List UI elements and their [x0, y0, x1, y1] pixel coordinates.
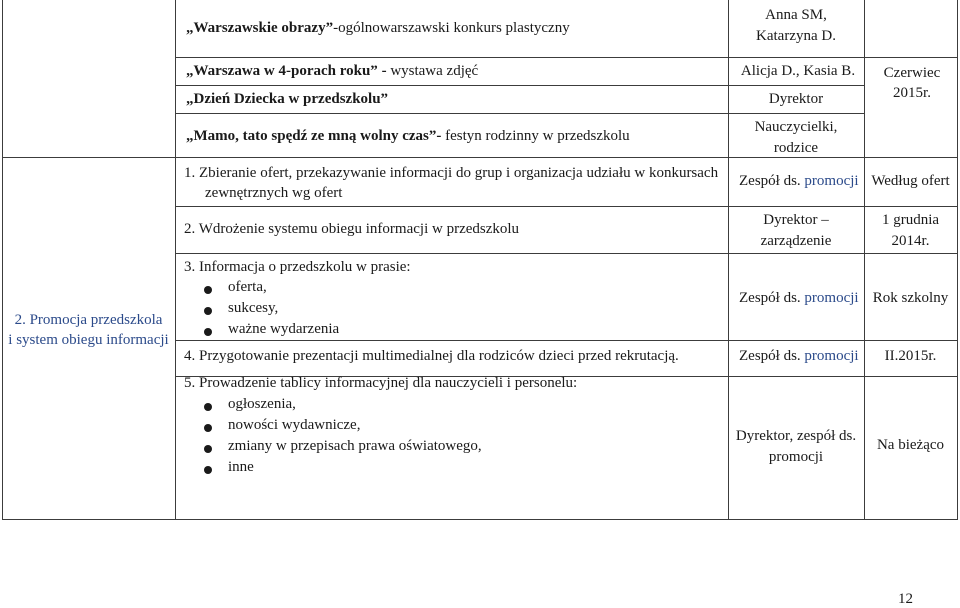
item-3-responsible	[739, 290, 859, 307]
responsible-line: Anna SM,	[765, 7, 827, 23]
responsible-r3: Dyrektor	[768, 91, 824, 107]
item-5-bullet: zmiany w przepisach prawa oświatowego,	[228, 438, 482, 454]
bullet-icon	[204, 328, 212, 336]
bullet-icon	[204, 403, 212, 411]
item-5-term: Na bieżąco	[876, 437, 945, 453]
item-1-text	[184, 163, 724, 203]
table-border-bottom	[2, 519, 958, 520]
term-line: Czerwiec	[883, 65, 941, 81]
item-5-text: 5. Prowadzenie tablicy informacyjnej dla nauczycieli i personelu:	[184, 375, 578, 391]
responsible-line: rodzice	[773, 140, 819, 156]
item-5-bullet: ogłoszenia,	[228, 396, 296, 412]
responsible-team: Zespół ds.	[739, 348, 801, 364]
item-2-term	[864, 210, 957, 252]
item-3-term: Rok szkolny	[872, 290, 949, 306]
task-title: „Warszawa w 4-porach roku”	[186, 63, 378, 79]
task-description: festyn rodzinny w przedszkolu	[445, 128, 630, 144]
responsible-line: Katarzyna D.	[756, 28, 836, 44]
responsible-r4	[728, 117, 864, 159]
item-1-term: Według ofert	[871, 173, 950, 189]
task-title: „Mamo, tato spędź ze mną wolny czas”	[186, 128, 437, 144]
task-festyn-rodzinny	[186, 128, 630, 145]
item-4-responsible	[739, 348, 859, 365]
bullet-icon	[204, 286, 212, 294]
term-line: 1 grudnia	[881, 212, 940, 228]
item-3-bullet: sukcesy,	[228, 300, 279, 316]
row-divider	[175, 85, 865, 86]
item-2-responsible	[728, 210, 864, 252]
item-4-text: 4. Przygotowanie prezentacji multimedialnej dla rodziców dzieci przed rekrutacją.	[184, 348, 679, 364]
responsible-line: promocji	[768, 449, 824, 465]
bullet-icon	[204, 445, 212, 453]
task-description: -ogólnowarszawski konkurs plastyczny	[333, 20, 570, 36]
responsible-line: Dyrektor –	[763, 212, 829, 228]
item-line: zewnętrznych wg ofert	[205, 185, 343, 201]
item-4-term: II.2015r.	[884, 348, 937, 364]
table-border-left	[2, 0, 3, 520]
task-warszawa-4-pory-roku	[186, 63, 478, 80]
responsible-r1	[736, 5, 856, 47]
term-line: 2015r.	[893, 85, 931, 101]
term-czerwiec	[868, 63, 956, 103]
section-label	[2, 310, 175, 350]
item-line: 1. Zbieranie ofert, przekazywanie informacji do grup i organizacja udziału w konkursach	[184, 165, 719, 181]
bullet-icon	[204, 307, 212, 315]
section-label-line: 2. Promocja przedszkola	[14, 312, 163, 328]
item-5-bullet: nowości wydawnicze,	[228, 417, 361, 433]
item-3-text: 3. Informacja o przedszkolu w prasie:	[184, 259, 411, 275]
item-5-bullet: inne	[228, 459, 254, 475]
item-3-bullet: ważne wydarzenia	[228, 321, 340, 337]
table-border-right	[957, 0, 958, 520]
bullet-icon	[204, 466, 212, 474]
task-description: wystawa zdjęć	[390, 63, 479, 79]
term-line: 2014r.	[891, 233, 930, 249]
section-label-line: i system obiegu informacji	[8, 332, 169, 348]
task-warszawskie-obrazy	[186, 20, 570, 37]
page-number: 12	[898, 591, 913, 607]
responsible-team-area: promocji	[804, 290, 859, 306]
task-title: „Warszawskie obrazy”	[186, 20, 334, 36]
item-5-responsible	[728, 426, 864, 468]
responsible-team: Zespół ds.	[739, 290, 801, 306]
item-3-bullet: oferta,	[228, 279, 267, 295]
column-divider-1	[175, 0, 176, 520]
row-divider	[175, 340, 957, 341]
responsible-r2: Alicja D., Kasia B.	[740, 63, 856, 79]
task-dash: -	[377, 63, 391, 79]
responsible-team: Zespół ds.	[739, 173, 801, 189]
responsible-team-area: promocji	[804, 348, 859, 364]
bullet-icon	[204, 424, 212, 432]
row-divider	[175, 206, 957, 207]
responsible-line: Dyrektor, zespół ds.	[735, 428, 857, 444]
task-dash: -	[436, 128, 446, 144]
responsible-line: Nauczycielki,	[754, 119, 838, 135]
responsible-team-area: promocji	[804, 173, 859, 189]
task-dzien-dziecka: „Dzień Dziecka w przedszkolu”	[186, 91, 389, 107]
item-1-responsible	[739, 173, 859, 190]
row-divider	[175, 57, 957, 58]
item-2-text: 2. Wdrożenie systemu obiegu informacji w przedszkolu	[184, 221, 520, 237]
responsible-line: zarządzenie	[760, 233, 832, 249]
row-divider	[175, 113, 865, 114]
row-divider	[175, 253, 957, 254]
